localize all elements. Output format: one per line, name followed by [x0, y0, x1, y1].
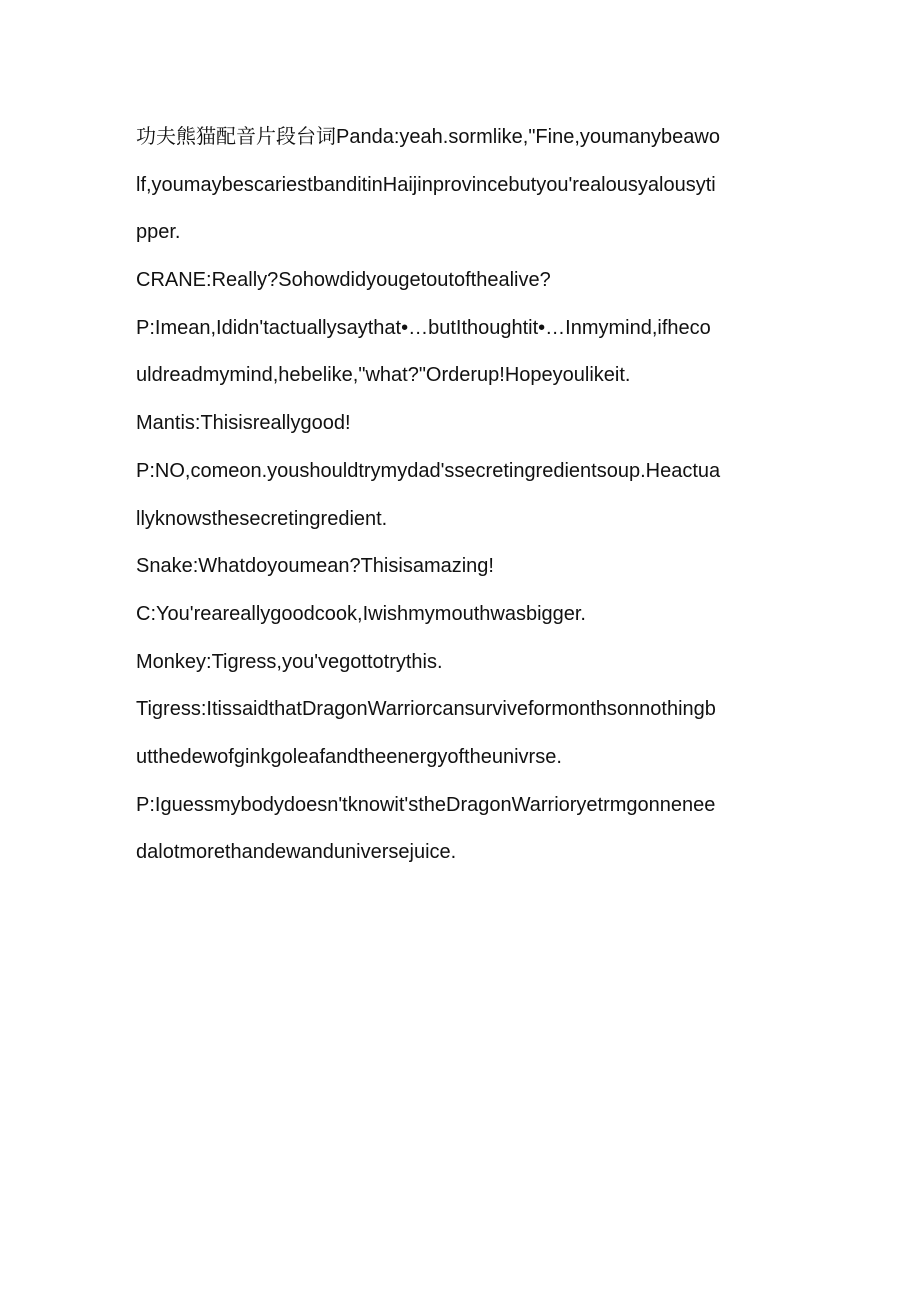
text-line: CRANE:Really?Sohowdidyougetoutofthealive? [136, 269, 551, 292]
text-line: uldreadmymind,hebelike,"what?"Orderup!Hopeyoulikeit. [136, 364, 631, 387]
text-line: dalotmorethandewanduniversejuice. [136, 841, 457, 864]
text-line: Snake:Whatdoyoumean?Thisisamazing! [136, 555, 494, 578]
text-line: P:Iguessmybodydoesn'tknowit'stheDragonWarrioryetrmgonnenee [136, 793, 716, 816]
script-text-block [136, 114, 786, 877]
text-line: Tigress:ItissaidthatDragonWarriorcansurviveformonthsonnothingb [136, 698, 716, 721]
text-line: 功夫熊猫配音片段台词Panda:yeah.sormlike,"Fine,youmanybeawo [136, 126, 720, 148]
text-line: C:You'reareallygoodcook,Iwishmymouthwasbigger. [136, 602, 586, 625]
text-line: pper. [136, 221, 181, 244]
text-line: llyknowsthesecretingredient. [136, 507, 388, 530]
text-line: lf,youmaybescariestbanditinHaijinprovincebutyou'realousyalousyti [136, 173, 716, 196]
text-line: utthedewofginkgoleafandtheenergyoftheunivrse. [136, 745, 562, 768]
text-line: P:Imean,Ididn'tactuallysaythat•…butIthoughtit•…Inmymind,ifheco [136, 316, 711, 339]
text-line: Monkey:Tigress,you'vegottotrythis. [136, 650, 443, 673]
text-line: Mantis:Thisisreallygood! [136, 412, 351, 435]
text-line: P:NO,comeon.youshouldtrymydad'ssecretingredientsoup.Heactua [136, 459, 721, 482]
